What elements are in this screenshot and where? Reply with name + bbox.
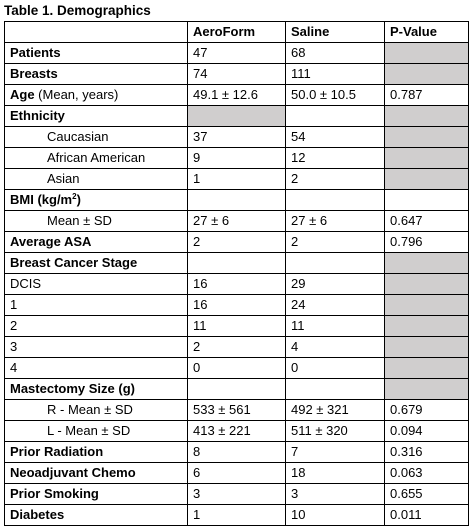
cell-aeroform: 3: [188, 484, 286, 505]
cell-pvalue: 0.094: [385, 421, 469, 442]
cell-saline: [286, 379, 385, 400]
row-label-end: ): [76, 192, 81, 207]
row-label-main: Age: [10, 87, 35, 102]
cell-aeroform: 74: [188, 64, 286, 85]
row-label: 2: [5, 316, 188, 337]
row-label: Prior Radiation: [5, 442, 188, 463]
cell-pvalue: 0.063: [385, 463, 469, 484]
header-label-cell: [5, 22, 188, 43]
cell-aeroform: 37: [188, 127, 286, 148]
row-label: Caucasian: [5, 127, 188, 148]
cell-aeroform: 413 ± 221: [188, 421, 286, 442]
header-pvalue: P-Value: [385, 22, 469, 43]
cell-pvalue: [385, 379, 469, 400]
row-label-superscript: 2: [72, 192, 77, 201]
table-row-ethnicity: [5, 106, 469, 127]
cell-aeroform: 47: [188, 43, 286, 64]
row-label: Asian: [5, 169, 188, 190]
table-row-stage-4: [5, 358, 469, 379]
cell-pvalue: [385, 337, 469, 358]
cell-saline: 29: [286, 274, 385, 295]
table-row-stage-1: [5, 295, 469, 316]
cell-pvalue: [385, 148, 469, 169]
row-label: Diabetes: [5, 505, 188, 526]
cell-pvalue: [385, 127, 469, 148]
row-label: L - Mean ± SD: [5, 421, 188, 442]
cell-saline: [286, 106, 385, 127]
cell-saline: 4: [286, 337, 385, 358]
cell-pvalue: [385, 169, 469, 190]
cell-saline: 24: [286, 295, 385, 316]
cell-aeroform: 6: [188, 463, 286, 484]
row-label: Patients: [5, 43, 188, 64]
table-row-african-american: [5, 148, 469, 169]
cell-pvalue: 0.655: [385, 484, 469, 505]
header-aeroform: AeroForm: [188, 22, 286, 43]
cell-aeroform: 533 ± 561: [188, 400, 286, 421]
cell-aeroform: 27 ± 6: [188, 211, 286, 232]
table-row-caucasian: [5, 127, 469, 148]
table-row-bmi-mean: [5, 211, 469, 232]
row-label: R - Mean ± SD: [5, 400, 188, 421]
table-row-diabetes: [5, 505, 469, 526]
cell-saline: 50.0 ± 10.5: [286, 85, 385, 106]
row-label: Prior Smoking: [5, 484, 188, 505]
row-label: Mean ± SD: [5, 211, 188, 232]
row-label: [5, 190, 188, 211]
row-label: 3: [5, 337, 188, 358]
cell-aeroform: 16: [188, 295, 286, 316]
table-row-r-mean: [5, 400, 469, 421]
cell-saline: 492 ± 321: [286, 400, 385, 421]
row-label: DCIS: [5, 274, 188, 295]
table-row-bmi: [5, 190, 469, 211]
cell-pvalue: [385, 316, 469, 337]
table-row-neoadjuvant-chemo: [5, 463, 469, 484]
cell-aeroform: [188, 253, 286, 274]
cell-pvalue: [385, 190, 469, 211]
cell-pvalue: 0.796: [385, 232, 469, 253]
cell-pvalue: 0.679: [385, 400, 469, 421]
table-row-patients: [5, 43, 469, 64]
cell-saline: [286, 190, 385, 211]
cell-saline: 68: [286, 43, 385, 64]
cell-aeroform: 2: [188, 232, 286, 253]
cell-aeroform: 16: [188, 274, 286, 295]
cell-saline: 27 ± 6: [286, 211, 385, 232]
cell-aeroform: 49.1 ± 12.6: [188, 85, 286, 106]
cell-pvalue: 0.647: [385, 211, 469, 232]
cell-aeroform: 8: [188, 442, 286, 463]
row-label: Breast Cancer Stage: [5, 253, 188, 274]
row-label: Average ASA: [5, 232, 188, 253]
header-saline: Saline: [286, 22, 385, 43]
row-label: [5, 85, 188, 106]
table-row-stage-2: [5, 316, 469, 337]
cell-aeroform: [188, 379, 286, 400]
cell-saline: 18: [286, 463, 385, 484]
cell-aeroform: 0: [188, 358, 286, 379]
table-header-row: [5, 22, 469, 43]
cell-saline: 2: [286, 232, 385, 253]
table-row-mastectomy-size: [5, 379, 469, 400]
table-row-cancer-stage: [5, 253, 469, 274]
cell-saline: 54: [286, 127, 385, 148]
table-row-average-asa: [5, 232, 469, 253]
cell-saline: 7: [286, 442, 385, 463]
demographics-table: [4, 21, 469, 526]
cell-aeroform: 2: [188, 337, 286, 358]
row-label: 4: [5, 358, 188, 379]
cell-saline: 3: [286, 484, 385, 505]
cell-pvalue: [385, 43, 469, 64]
cell-pvalue: [385, 358, 469, 379]
table-row-dcis: [5, 274, 469, 295]
cell-pvalue: [385, 64, 469, 85]
row-label: Mastectomy Size (g): [5, 379, 188, 400]
cell-aeroform: 1: [188, 505, 286, 526]
cell-saline: 111: [286, 64, 385, 85]
cell-saline: 11: [286, 316, 385, 337]
cell-saline: 10: [286, 505, 385, 526]
cell-saline: 12: [286, 148, 385, 169]
cell-saline: 511 ± 320: [286, 421, 385, 442]
table-caption: Table 1. Demographics: [4, 3, 151, 18]
cell-pvalue: [385, 253, 469, 274]
table-row-l-mean: [5, 421, 469, 442]
row-label: Ethnicity: [5, 106, 188, 127]
cell-saline: 2: [286, 169, 385, 190]
row-label-main: BMI (kg/m: [10, 192, 73, 207]
table-row-prior-smoking: [5, 484, 469, 505]
cell-pvalue: 0.316: [385, 442, 469, 463]
row-label: African American: [5, 148, 188, 169]
cell-aeroform: 11: [188, 316, 286, 337]
cell-pvalue: 0.011: [385, 505, 469, 526]
table-row-breasts: [5, 64, 469, 85]
cell-aeroform: [188, 190, 286, 211]
cell-aeroform: [188, 106, 286, 127]
cell-pvalue: [385, 106, 469, 127]
cell-saline: [286, 253, 385, 274]
table-row-prior-radiation: [5, 442, 469, 463]
table-row-stage-3: [5, 337, 469, 358]
cell-saline: 0: [286, 358, 385, 379]
row-label: Breasts: [5, 64, 188, 85]
cell-pvalue: [385, 295, 469, 316]
cell-aeroform: 9: [188, 148, 286, 169]
row-label: 1: [5, 295, 188, 316]
row-label-sub: (Mean, years): [34, 87, 119, 102]
row-label: Neoadjuvant Chemo: [5, 463, 188, 484]
cell-pvalue: 0.787: [385, 85, 469, 106]
table-row-asian: [5, 169, 469, 190]
cell-aeroform: 1: [188, 169, 286, 190]
cell-pvalue: [385, 274, 469, 295]
table-row-age: [5, 85, 469, 106]
